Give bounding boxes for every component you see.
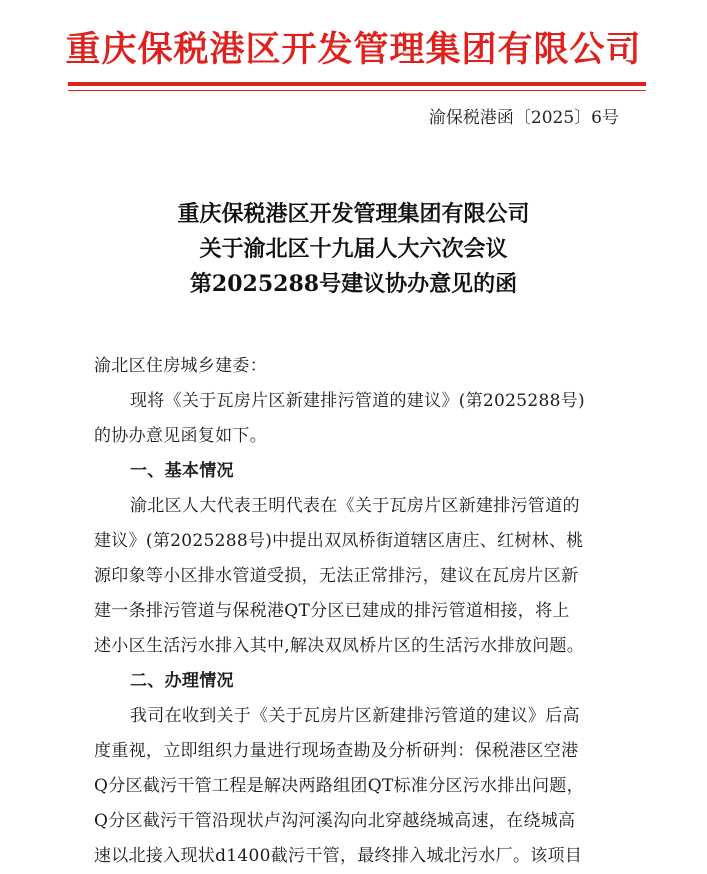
title-line-1: 重庆保税港区开发管理集团有限公司 [177, 201, 530, 227]
masthead-title: 重庆保税港区开发管理集团有限公司 [65, 30, 642, 70]
document-title [0, 197, 707, 302]
section2-line: Q分区截污干管工程是解决两路组团QT标准分区污水排出问题， [94, 776, 584, 796]
masthead-rule-thin [68, 90, 646, 91]
document-number: 渝保税港函〔2025〕6号 [428, 108, 619, 128]
section1-line: 述小区生活污水排入其中,解决双凤桥片区的生活污水排放问题。 [94, 636, 585, 656]
intro-line: 的协办意见函复如下。 [94, 426, 267, 446]
section2-line: 速以北接入现状d1400截污干管，最终排入城北污水厂。该项目 [94, 846, 583, 866]
title-line-3: 第2025288号建议协办意见的函 [189, 271, 518, 297]
title-line-2: 关于渝北区十九届人大六次会议 [199, 236, 508, 262]
section2-line: 我司在收到关于《关于瓦房片区新建排污管道的建议》后高 [130, 706, 580, 726]
section-heading-basic-info: 一、基本情况 [130, 461, 234, 481]
section-heading-handling: 二、办理情况 [130, 671, 234, 691]
section1-line: 建议》(第2025288号)中提出双凤桥街道辖区唐庄、红树林、桃 [94, 531, 584, 551]
document-body [94, 349, 626, 874]
intro-line: 现将《关于瓦房片区新建排污管道的建议》(第2025288号) [130, 391, 585, 411]
section1-line: 渝北区人大代表王明代表在《关于瓦房片区新建排污管道的 [130, 496, 580, 516]
masthead-rule-thick [68, 82, 646, 86]
addressee: 渝北区住房城乡建委： [94, 356, 267, 376]
section1-line: 源印象等小区排水管道受损，无法正常排污，建议在瓦房片区新 [94, 566, 579, 586]
section2-line: Q分区截污干管沿现状卢沟河溪沟向北穿越绕城高速，在绕城高 [94, 811, 576, 831]
section1-line: 建一条排污管道与保税港QT分区已建成的排污管道相接，将上 [94, 601, 570, 621]
section2-line: 度重视，立即组织力量进行现场查勘及分析研判：保税港区空港 [94, 741, 579, 761]
